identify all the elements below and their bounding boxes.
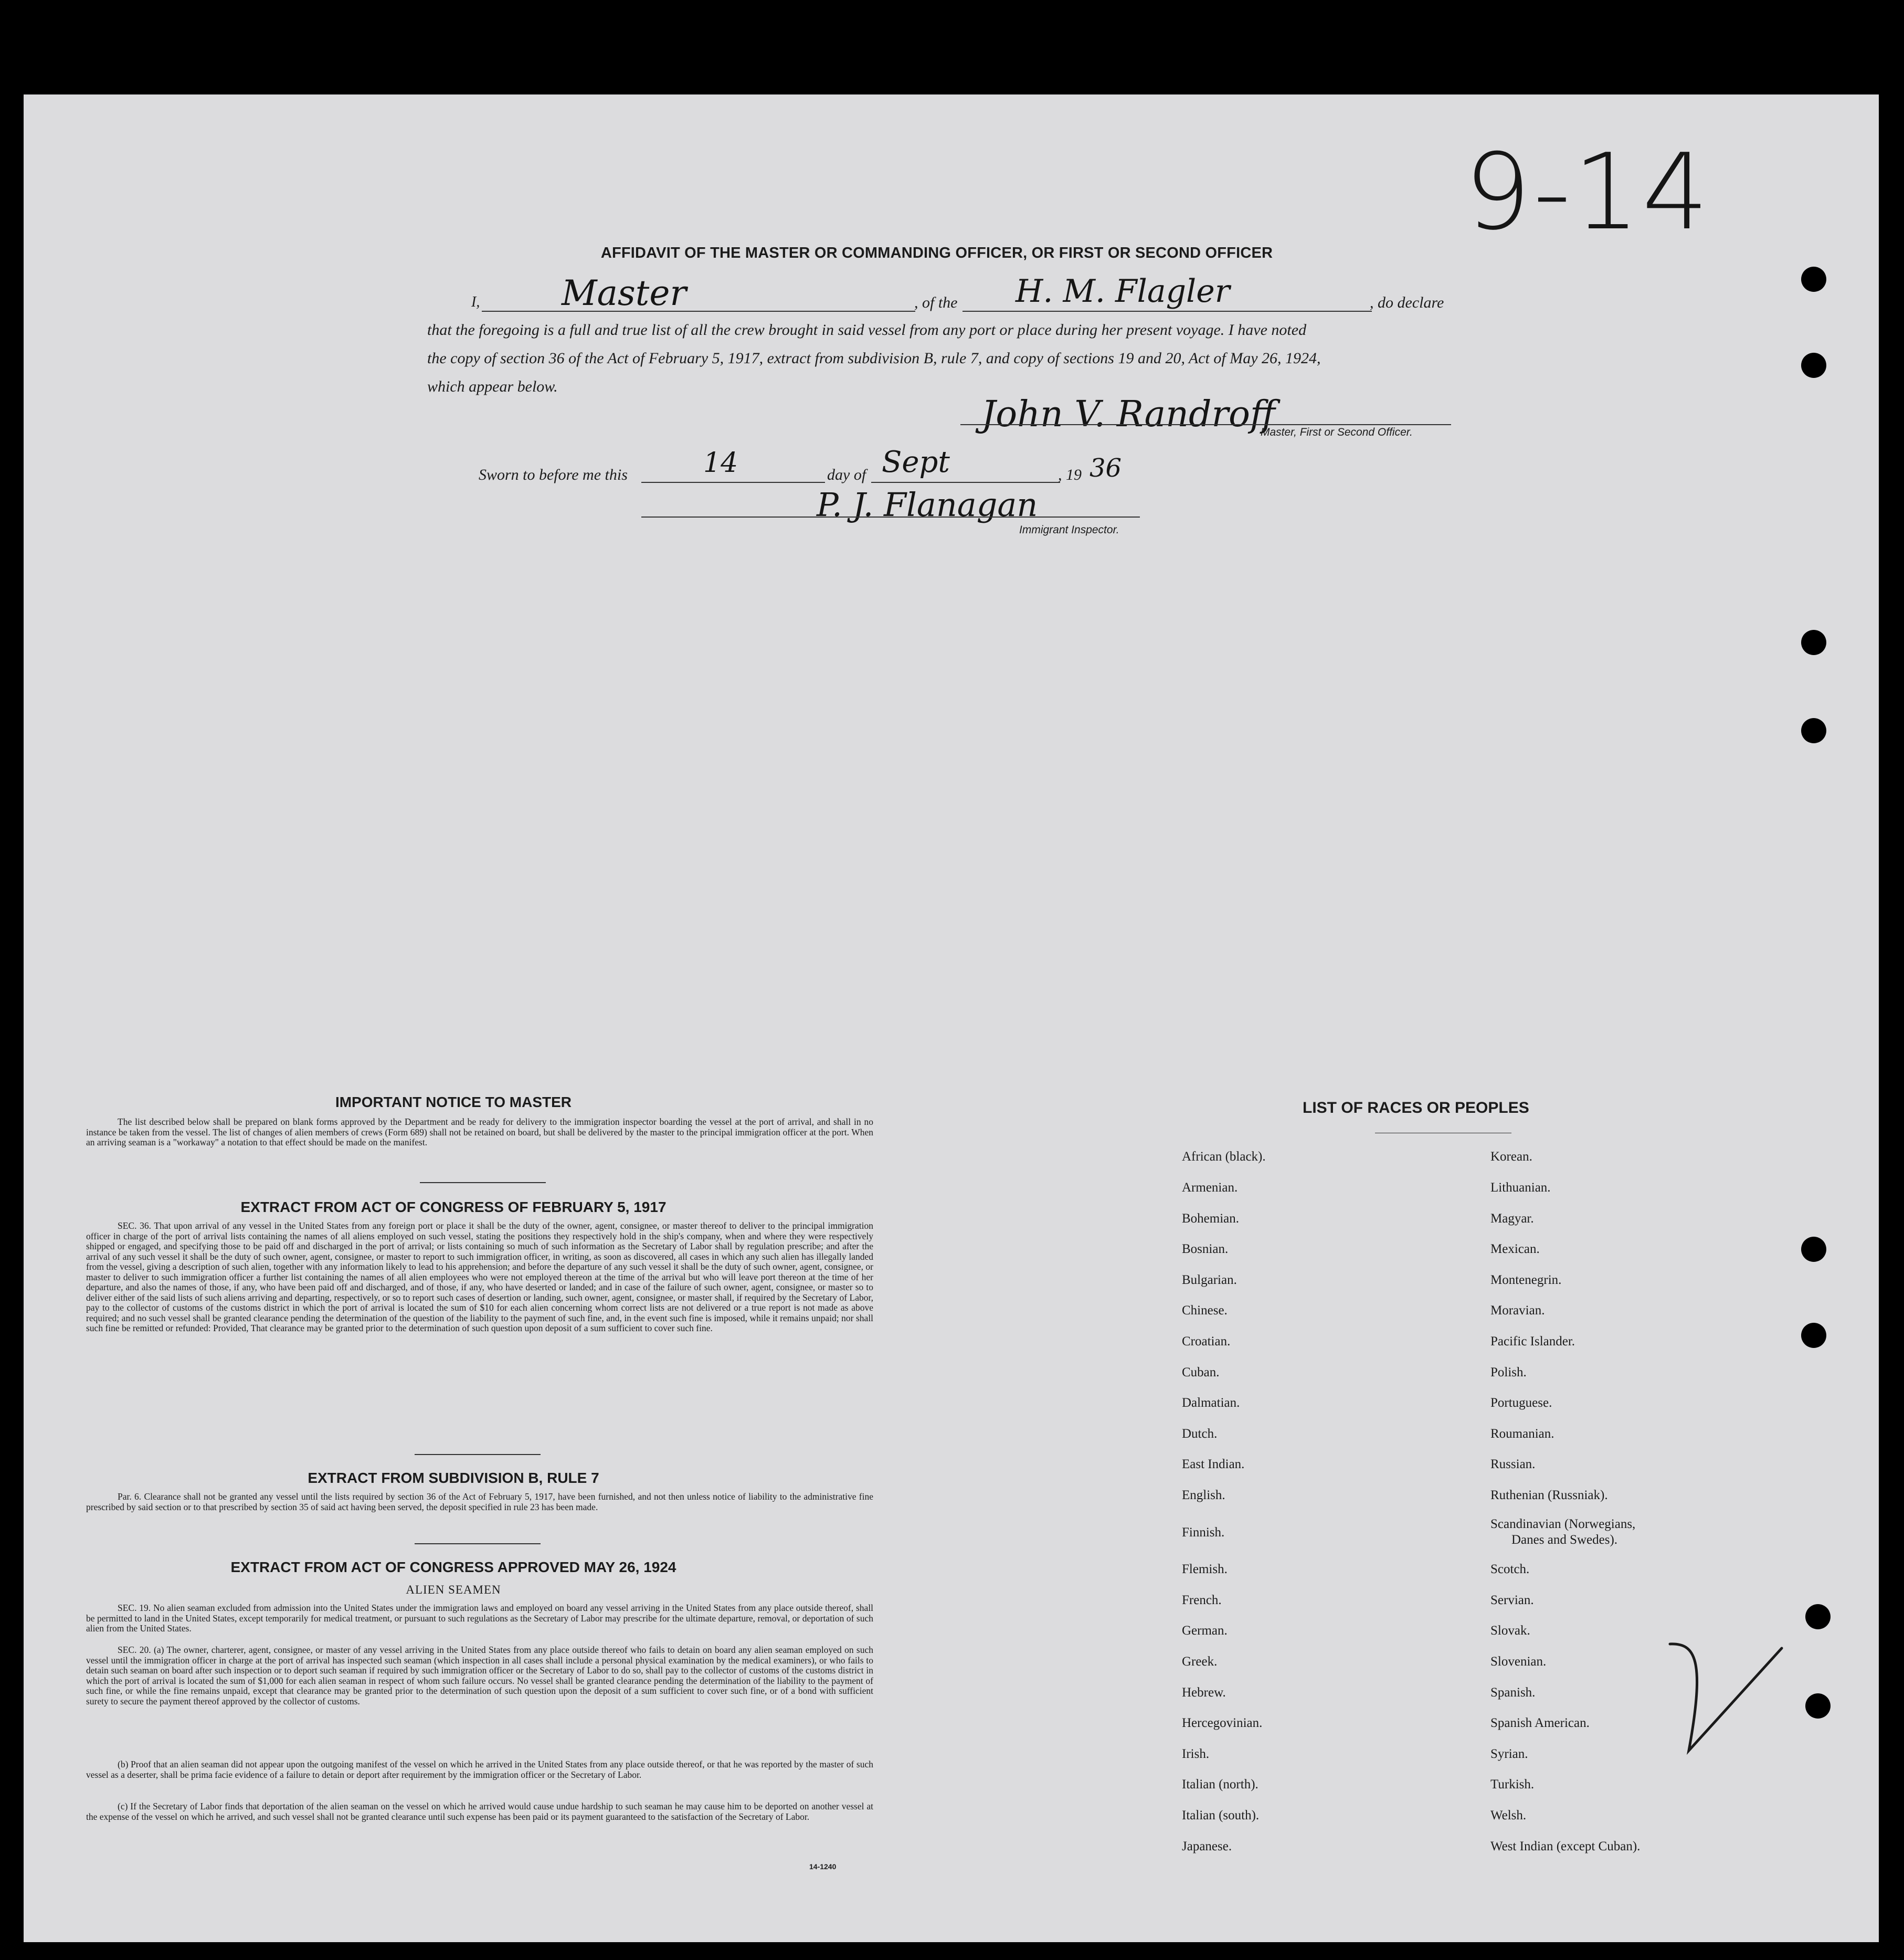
binder-hole bbox=[1805, 1604, 1831, 1629]
race-item: Korean. bbox=[1490, 1150, 1532, 1164]
race-item: Irish. bbox=[1182, 1747, 1210, 1761]
declaration-line-3: which appear below. bbox=[427, 378, 558, 395]
notice-title: IMPORTANT NOTICE TO MASTER bbox=[335, 1094, 572, 1110]
binder-hole bbox=[1801, 1237, 1826, 1262]
race-item: Russian. bbox=[1490, 1457, 1536, 1471]
race-item: Chinese. bbox=[1182, 1303, 1228, 1318]
check-mark-annotation bbox=[1664, 1638, 1790, 1764]
race-item: Croatian. bbox=[1182, 1334, 1231, 1348]
race-item: Italian (north). bbox=[1182, 1777, 1258, 1792]
race-item: Bohemian. bbox=[1182, 1211, 1240, 1226]
race-item: Scandinavian (Norwegians, bbox=[1490, 1517, 1636, 1531]
race-item: Mexican. bbox=[1490, 1242, 1540, 1256]
sworn-month-value: Sept bbox=[882, 445, 950, 479]
vessel-value: H. M. Flagler bbox=[1016, 273, 1230, 310]
sworn-year-value: 36 bbox=[1089, 454, 1122, 483]
race-item: Bulgarian. bbox=[1182, 1273, 1237, 1287]
race-item: Hercegovinian. bbox=[1182, 1716, 1263, 1730]
notice-text: The list described below shall be prepared on blank forms approved by the Department and be ready for delivery to the immigration inspector boarding the vessel at the port of arrival, and shall in no instance be taken from the vessel. The list of changes of alien members of crews (Form 689) shall not be retained on board, but shall be delivered by the master to the principal immigration officer at the port. When an arriving seaman is a "workaway" a notation to that effect should be made on the manifest. bbox=[86, 1116, 873, 1147]
race-item: Syrian. bbox=[1490, 1747, 1528, 1761]
race-item: English. bbox=[1182, 1488, 1225, 1502]
i-label: I, bbox=[471, 294, 480, 310]
form-number: 14-1240 bbox=[809, 1862, 837, 1871]
race-item: Italian (south). bbox=[1182, 1808, 1260, 1822]
races-title: LIST OF RACES OR PEOPLES bbox=[1303, 1099, 1529, 1116]
race-item: West Indian (except Cuban). bbox=[1490, 1839, 1641, 1853]
race-item: German. bbox=[1182, 1624, 1228, 1638]
binder-hole bbox=[1801, 353, 1826, 378]
race-item: Lithuanian. bbox=[1490, 1181, 1551, 1195]
race-item: Scotch. bbox=[1490, 1562, 1530, 1576]
race-item: Portuguese. bbox=[1490, 1396, 1552, 1410]
race-item: Hebrew. bbox=[1182, 1685, 1226, 1700]
do-declare-label: , do declare bbox=[1370, 294, 1444, 311]
race-item: Welsh. bbox=[1490, 1808, 1527, 1822]
race-item: Slovak. bbox=[1490, 1624, 1530, 1638]
sec-20b-text: (b) Proof that an alien seaman did not appear upon the outgoing manifest of the vessel on which he arrived in the United States from any place outside thereof, or that he was reported by the master of such vessel as a deserter, shall be prima facie evidence of a failure to detain or deport after requirement by the immigration officer or the Secretary of Labor. bbox=[86, 1759, 873, 1780]
signature-label: Master, First or Second Officer. bbox=[1261, 426, 1413, 438]
declaration-line-2: the copy of section 36 of the Act of February 5, 1917, extract from subdivision B, rule 7, and copy of sections 19 and 20, Act of May 26, 1924, bbox=[427, 350, 1321, 367]
race-item: Dutch. bbox=[1182, 1427, 1218, 1441]
sec-20a-text: SEC. 20. (a) The owner, charterer, agent, consignee, or master of any vessel arriving in the United States from any place outside thereof who fails to detain on board any alien seaman employed on such vessel until the immigration officer in charge at the port of arrival has inspected such seaman (which inspection in all cases shall include a personal physical examination by the medical examiners), or who fails to detain such seaman on board after such inspection or to deport such seaman if required by such immigration officer or the Secretary of Labor to do so, shall pay to the collector of customs of the customs district in which the port of arrival is located the sum of $1,000 for each alien seaman in respect of whom such failure occurs. No vessel shall be granted clearance pending the determination of the liability to the payment of such fine, or while the fine remains unpaid, except that clearance may be granted prior to the determination of such question upon the deposit of a sum sufficient to cover such fine, or of a bond with sufficient surety to secure the payment thereof approved by the collector of customs. bbox=[86, 1645, 873, 1706]
race-item: East Indian. bbox=[1182, 1457, 1245, 1471]
race-item: Magyar. bbox=[1490, 1211, 1534, 1226]
binder-hole bbox=[1801, 1323, 1826, 1348]
handwritten-page-number: 9-14 bbox=[1464, 131, 1711, 254]
sec-20c-text: (c) If the Secretary of Labor finds that deportation of the alien seaman on the vessel on which he arrived would cause undue hardship to such seaman he may cause him to be deported on another vessel at the expense of the vessel on which he arrived, and such vessel shall not be granted clearance until such expense has been paid or its payment guaranteed to the satisfaction of the Secretary of Labor. bbox=[86, 1801, 873, 1822]
race-item: Slovenian. bbox=[1490, 1655, 1547, 1669]
race-item: Ruthenian (Russniak). bbox=[1490, 1488, 1608, 1502]
race-item: African (black). bbox=[1182, 1150, 1266, 1164]
race-item: Flemish. bbox=[1182, 1562, 1228, 1576]
race-item: French. bbox=[1182, 1593, 1222, 1607]
race-item: Finnish. bbox=[1182, 1525, 1225, 1540]
extract-rule7-title: EXTRACT FROM SUBDIVISION B, RULE 7 bbox=[308, 1470, 599, 1486]
affidavit-title: AFFIDAVIT OF THE MASTER OR COMMANDING OFFICER, OR FIRST OR SECOND OFFICER bbox=[600, 245, 1273, 261]
binder-hole bbox=[1805, 1693, 1831, 1719]
binder-hole bbox=[1801, 630, 1826, 655]
race-item: Spanish. bbox=[1490, 1685, 1536, 1700]
extract-1917-text: SEC. 36. That upon arrival of any vessel in the United States from any foreign port or place it shall be the duty of the owner, agent, consignee, or master thereof to deliver to the principal immigration officer in charge of the port of arrival lists containing the names of all aliens employed on such vessel, stating the positions they respectively hold in the ship's company, when and where they were respectively shipped or engaged, and specifying those to be paid off and discharged in the port of arrival; or lists containing so much of such information as the Secretary of Labor shall by regulation prescribe; and after the arrival of any such vessel it shall be the duty of such owner, agent, consignee, or master to report to such immigration officer, in writing, as soon as discovered, all cases in which any such alien has illegally landed from the vessel, giving a description of such alien, together with any information likely to lead to his apprehension; and before the departure of any such vessel it shall be the duty of such owner, agent, consignee, or master to deliver to such immigration officer a further list containing the names of all alien employees who were not employed thereon at the time of the arrival but who will leave port thereon at the time of her departure, and also the names of those, if any, who have been paid off and discharged, and of those, if any, who have deserted or landed; and in case of the failure of such owner, agent, consignee, or master so to deliver either of the said lists of such aliens arriving and departing, respectively, or so to report such cases of desertion or landing, such owner, agent, consignee, or master shall, if required by the Secretary of Labor, pay to the collector of customs of the customs district in which the port of arrival is located the sum of $10 for each alien concerning whom correct lists are not delivered or a true report is not made as above required; and no such vessel shall be granted clearance pending the determination of the question of the liability to the payment of such fine, and, in the event such fine is imposed, while it remains unpaid; nor shall such fine be remitted or refunded: Provided, That clearance may be granted prior to the determination of such question upon deposit of a sum sufficient to cover such fine. bbox=[86, 1220, 873, 1333]
race-item: Bosnian. bbox=[1182, 1242, 1229, 1256]
race-item: Japanese. bbox=[1182, 1839, 1232, 1853]
race-item: Danes and Swedes). bbox=[1511, 1533, 1618, 1547]
race-item: Cuban. bbox=[1182, 1365, 1220, 1379]
rank-value: Master bbox=[562, 273, 686, 313]
sworn-day-value: 14 bbox=[703, 447, 738, 479]
race-item: Turkish. bbox=[1490, 1777, 1535, 1792]
master-signature: John V. Randroff bbox=[981, 394, 1276, 435]
race-item: Pacific Islander. bbox=[1490, 1334, 1575, 1348]
binder-hole bbox=[1801, 718, 1826, 743]
race-item: Moravian. bbox=[1490, 1303, 1545, 1318]
year-prefix-label: , 19 bbox=[1058, 466, 1082, 483]
day-of-label: day of bbox=[827, 466, 866, 483]
race-item: Polish. bbox=[1490, 1365, 1527, 1379]
race-item: Roumanian. bbox=[1490, 1427, 1554, 1441]
extract-1924-subtitle: ALIEN SEAMEN bbox=[406, 1583, 501, 1596]
race-item: Armenian. bbox=[1182, 1181, 1238, 1195]
race-item: Servian. bbox=[1490, 1593, 1534, 1607]
extract-1924-title: EXTRACT FROM ACT OF CONGRESS APPROVED MAY 26, 1924 bbox=[230, 1559, 676, 1575]
binder-hole bbox=[1801, 267, 1826, 292]
race-item: Montenegrin. bbox=[1490, 1273, 1562, 1287]
sworn-label: Sworn to before me this bbox=[479, 466, 628, 483]
extract-rule7-text: Par. 6. Clearance shall not be granted any vessel until the lists required by section 36 of the Act of February 5, 1917, have been furnished, and not then unless notice of liability to the administrative fine prescribed by said section or to that prescribed by section 35 of said act having been served, the deposit specified in rule 23 has been made. bbox=[86, 1491, 873, 1512]
of-the-label: , of the bbox=[914, 294, 958, 311]
declaration-line-1: that the foregoing is a full and true list of all the crew brought in said vessel from any port or place during her present voyage. I have noted bbox=[427, 321, 1307, 339]
race-item: Dalmatian. bbox=[1182, 1396, 1240, 1410]
extract-1917-title: EXTRACT FROM ACT OF CONGRESS OF FEBRUARY 5, 1917 bbox=[240, 1199, 667, 1215]
sec-19-text: SEC. 19. No alien seaman excluded from admission into the United States under the immigration laws and employed on board any vessel arriving in the United States from any place outside thereof, shall be permitted to land in the United States, except temporarily for medical treatment, or pursuant to such regulations as the Secretary of Labor may prescribe for the ultimate departure, removal, or deportation of such alien from the United States. bbox=[86, 1603, 873, 1634]
race-item: Greek. bbox=[1182, 1655, 1218, 1669]
inspector-label: Immigrant Inspector. bbox=[1019, 524, 1119, 536]
race-item: Spanish American. bbox=[1490, 1716, 1590, 1730]
inspector-signature: P. J. Flanagan bbox=[817, 486, 1038, 524]
